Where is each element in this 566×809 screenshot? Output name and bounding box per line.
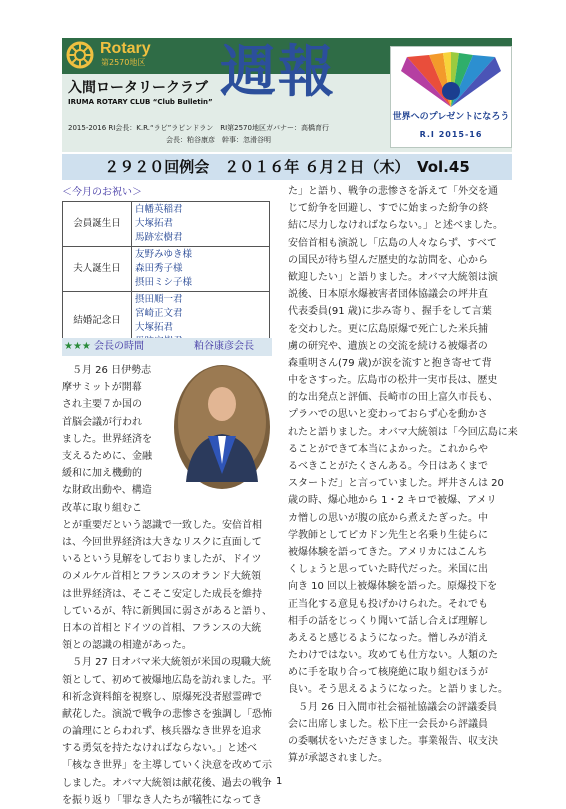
text-line: され主要７か国の [62,399,142,411]
member-name: 宮崎正文君 [135,308,183,319]
text-line: 会に出席しました。松下庄一会長から評議員 [288,718,488,730]
text-line: 摩サミットが開幕 [62,382,142,394]
text-line: しました。オバマ大統領は献花後、過去の戦争 [62,777,272,789]
table-row [63,202,270,247]
theme-year: R.I 2015-16 [419,130,483,139]
text-line: 良い。そう思えるようになった。と語りました。 [288,684,508,696]
text-line: 結に尽力しなければならない。」と述べました。 [288,220,503,232]
text-line: カ憎しの思いが腹の底から煮えたぎった。中 [288,512,488,524]
member-name: 摂田順一君 [135,294,183,305]
section-label: 会長の時間 [94,341,144,352]
president-section-heading [62,338,272,356]
text-line: 安倍首相も演説し「広島の人々ならず、すべて [288,237,497,249]
text-line: あえると感じるようになった。憎しみが消え [288,632,488,644]
text-line: ることができて本当によかった。これからや [288,443,488,455]
ri-theme-logo [390,46,512,148]
text-line: れたと語りました。オバマ大統領は「今回広島に来 [288,426,518,438]
member-name: 大塚拓君 [135,218,174,229]
text-line: は、今回世界経済は大きなリスクに直面して [62,537,262,548]
text-line: な財政出動や、構造 [62,485,152,497]
meeting-bar [62,154,512,180]
text-line: 歓迎したい」と語りました。オバマ大統領は演 [288,271,498,283]
text-line: 森重明さん(79 歳)が涙を流すと抱き寄せて背 [288,357,492,369]
page-number: 1 [276,776,283,787]
stars-icon: ★★★ [64,341,91,352]
member-name: 森田秀子様 [135,263,183,274]
text-line: 正当化する意見も投げかけられた。それでも [288,598,488,610]
text-line: 的な出発点と評価、長崎市の田上富久市長も、 [288,392,498,404]
text-line: 首脳会議が行われ [62,416,142,428]
text-line: プラハでの思いと変わっておらず心を動かさ [288,409,488,421]
text-line: たわけではない。攻めても仕方ない。人類のた [288,650,498,662]
text-line: 支えるために、金融 [62,450,152,462]
text-line: 領との認識の相違があった。 [62,640,192,652]
text-line: 代表委員(91 歳)に歩み寄り、握手をして言葉 [288,306,492,318]
right-column-body [288,183,518,767]
text-line: 「核なき世界」を主導していく決意を改めて示 [62,760,272,772]
text-line: 被爆体験を語ってきた。アメリカにはこんち [288,546,488,558]
text-line: 向き 10 回以上被爆体験を語った。原爆投下を [288,581,498,593]
text-line: 日本の首相とドイツの首相、フランスの大統 [62,622,262,634]
text-line: の論理にとらわれず、核兵器なき世界を追求 [62,726,262,738]
text-line: とが重要だという認識で一致した。安倍首相 [62,519,262,531]
text-line: くしょうと思っていた時代だった。米国に出 [288,564,488,576]
text-line: た」と語り、戦争の悲惨さを訴えて「外交を通 [288,186,498,197]
text-line: じて紛争を回避し、すでに始まった紛争の終 [288,203,489,215]
member-name: 摂田ミシ子様 [135,277,193,288]
celebrations-table [62,201,270,351]
text-line: スタートだ」と言っていました。坪井さんは 20 [288,478,504,490]
ri-governor-line: 2015-2016 RI会長：K.R.“ラビ”ラビンドラン RI第2570地区ガバナー：高橋育行 [68,124,329,132]
text-line: 歳の時、爆心地から 1・2 キロで被爆、アメリ [288,495,497,507]
bulletin-title: 週報 [220,39,336,105]
meeting-title: ２９２０回例会 ２０１６年 ６月２日（木） Vol.45 [104,158,470,176]
text-line: のメルケル首相とフランスのオランド大統領 [62,571,261,583]
theme-gift-icon [399,51,503,109]
names-cell [132,202,270,247]
text-line: 学教師としてピカドン先生と名乗り生徒らに [288,529,488,541]
text-line: 改革に取り組むこ [62,502,142,514]
category-cell: 夫人誕生日 [63,247,132,292]
text-line: めに手を取り合って核廃絶に取り組むほうが [288,667,488,679]
text-line: いるという見解をしておりましたが、ドイツ [62,554,262,566]
member-name: 馬跡宏樹君 [135,232,183,243]
member-name: 白幡英稲君 [135,204,183,215]
club-name-en: IRUMA ROTARY CLUB “Club Bulletin” [68,98,213,106]
officers-line: 会長：粕谷康彦 幹事：忽滑谷明 [166,136,271,144]
names-cell [132,247,270,292]
text-line: ５月 27 日オバマ米大統領が米国の現職大統 [62,657,271,669]
district-label: 第2570地区 [101,58,146,67]
text-line: 説後、日本原水爆被害者団体協議会の坪井直 [288,289,488,301]
text-line: を振り返り「罪なき人たちが犠牲になってき [62,794,262,806]
member-name: 友野みゆき様 [135,249,193,260]
text-line: ５月 26 日伊勢志 [62,365,152,376]
text-line: の委嘱状をいただきました。事業報告、収支決 [288,736,498,747]
text-line: ５月 26 日入間市社会福祉協議会の評議委員 [288,701,498,713]
text-line: 相手の話をじっくり聞いて話し合えば理解し [288,615,488,627]
text-line: を交わした。更に広島原爆で死亡した米兵捕 [288,323,488,335]
left-column-wrapped [62,362,262,534]
text-line: 献花した。演説で戦争の悲惨さを強調し「恐怖 [62,708,272,720]
text-line: 虜の研究や、遺族との交流を続ける被爆者の [288,340,488,352]
member-name: 大塚拓君 [135,322,174,333]
text-line: るべきことがたくさんある。今日はあくまで [288,461,488,472]
celebrations-title: ＜今月のお祝い＞ [62,187,142,198]
club-name: 入間ロータリークラブ [68,80,208,96]
text-line: の国民が待ち望んだ歴史的な訪問を、心から [288,254,488,266]
text-line: 領として、初めて被爆地広島を訪れました。平 [62,674,272,686]
text-line: 和祈念資料館を視察し、原爆死没者慰霊碑で [62,691,262,703]
speaker-name: 粕谷康彦会長 [194,341,254,352]
category-cell: 結婚記念日 [63,292,132,351]
rotary-wordmark: Rotary [100,40,151,57]
text-line: しているが、特に新興国に弱さがあると語り、 [62,605,272,617]
text-line: は世界経済は、そこそこ安定した成長を維持 [62,588,262,600]
rotary-wheel-icon [66,41,94,69]
text-line: する勇気を持たなければならない。」と述べ [62,743,257,755]
text-line: 算が承認されました。 [288,753,388,765]
text-line: ました。世界経済を [62,433,152,445]
category-cell: 会員誕生日 [63,202,132,247]
theme-text: 世界へのプレゼントになろう [392,112,510,122]
table-row [63,247,270,292]
text-line: 中をさすった。広島市の松井一実市長は、歴史 [288,375,498,387]
text-line: 緩和に加え機動的 [62,468,142,480]
left-column-body [62,534,272,809]
